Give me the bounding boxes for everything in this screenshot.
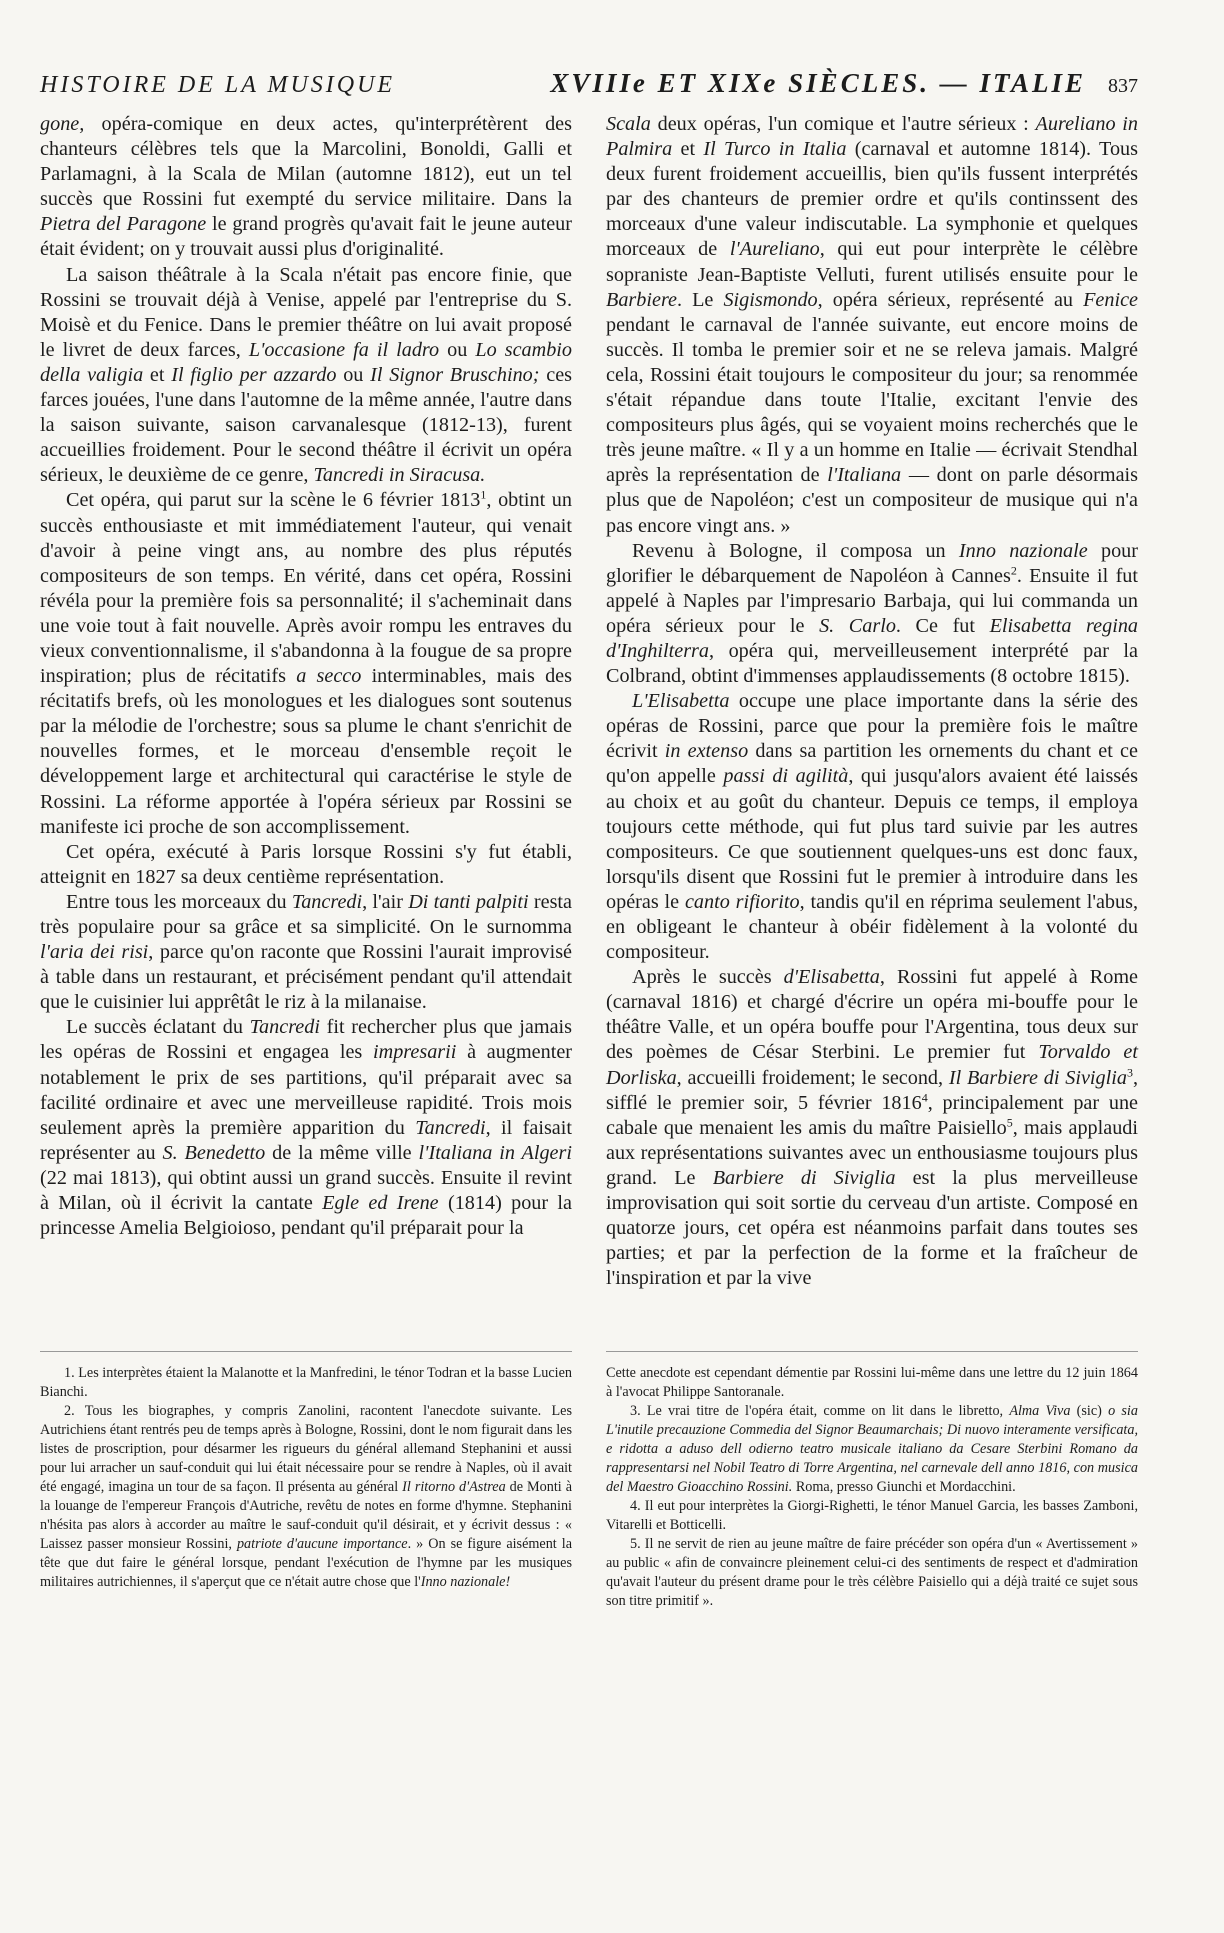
paragraph: gone, opéra-comique en deux actes, qu'interprétèrent des chanteurs célèbres tels que la Marcolini, Bonoldi, Galli et Parlamagni, à la Scala de Milan (automne 1812), eut un tel succès que Rossini fut exempté du service militaire. Dans la Pietra del Paragone le grand progrès qu'avait fait le jeune auteur était évident; on y trouvait aussi plus d'originalité. (40, 113, 572, 261)
footnote: 4. Il eut pour interprètes la Giorgi-Righetti, le ténor Manuel Garcia, les basses Zamboni, Vitarelli et Botticelli. (606, 1498, 1138, 1534)
paragraph: Revenu à Bologne, il composa un Inno nazionale pour glorifier le débarquement de Napoléon à Cannes$^2$. Ensuite il fut appelé à Naples par l'impresario Barbaja, qui lui commanda un opéra sérieux pour le S. Carlo. Ce fut Elisabetta regina d'Inghilterra, opéra qui, merveilleusement interprété par la Colbrand, obtint d'immenses applaudissements (8 octobre 1815). (606, 539, 1139, 688)
header-title-left: HISTOIRE DE LA MUSIQUE (40, 72, 396, 98)
paragraph: L'Elisabetta occupe une place importante dans la série des opéras de Rossini, parce que pour la première fois le maître écrivit in extenso dans sa partition les ornements du chant et ce qu'on appelle passi di agilità, qui jusqu'alors avaient été laissés au choix et au goût du chanteur. Depuis ce temps, il employa toujours cette méthode, qui fut plus tard suivie par les autres compositeurs. Ce que soutiennent quelques-uns est donc faux, lorsqu'ils disent que Rossini fut le premier à introduire dans les opéras le canto rifiorito, tandis qu'il en réprima seulement l'abus, en obligeant le chanteur à obéir fidèlement à la volonté du compositeur. (606, 690, 1139, 964)
footnotes (40, 1351, 1138, 1611)
footnote: 5. Il ne servit de rien au jeune maître de faire précéder son opéra d'un « Avertissement » au public « afin de convaincre pleinement celui-ci des sentiments de respect et d'admiration qu'avait l'auteur du présent drame pour le très célèbre Paisiello qui a déjà traité ce sujet sous son titre primitif ». (606, 1536, 1138, 1610)
paragraph: Entre tous les morceaux du Tancredi, l'air Di tanti palpiti resta très populaire pour sa grâce et sa simplicité. On le surnomma l'aria dei risi, parce qu'on raconte que Rossini l'aurait improvisé à table dans un restaurant, et précisément pendant qu'il attendait que le cuisinier lui apprêtât le riz à la milanaise. (40, 890, 573, 1014)
left-column (40, 112, 572, 1291)
paragraph: La saison théâtrale à la Scala n'était pas encore finie, que Rossini se trouvait déjà à Venise, appelé par l'entreprise du S. Moisè et du Fenice. Dans le premier théâtre on lui avait proposé le livret de deux farces, L'occasione fa il ladro ou Lo scambio della valigia et Il figlio per azzardo ou Il Signor Bruschino; ces farces jouées, l'une dans l'automne de la même année, l'autre dans la saison suivante, saison carvanalesque (1812-13), furent accueillies froidement. Pour le second théâtre il écrivit un opéra sérieux, le deuxième de ce genre, Tancredi in Siracusa. (40, 263, 573, 487)
header-title-right: XVIIIe ET XIXe SIÈCLES. — ITALIE (550, 68, 1086, 98)
running-header (40, 68, 1138, 112)
left-footnotes (40, 1351, 572, 1611)
body-columns (40, 112, 1138, 1291)
paragraph: Après le succès d'Elisabetta, Rossini fut appelé à Rome (carnaval 1816) et chargé d'écrire un opéra mi-bouffe pour le théâtre Valle, et un opéra bouffe pour l'Argentina, tous deux sur des poèmes de César Sterbini. Le premier fut Torvaldo et Dorliska, accueilli froidement; le second, Il Barbiere di Siviglia$^3$, sifflé le premier soir, 5 février 1816$^4$, principalement par une cabale que menaient les amis du maître Paisiello$^5$, mais applaudi aux représentations suivantes avec un enthousiasme toujours plus grand. Le Barbiere di Siviglia est la plus merveilleuse improvisation qui soit sortie du cerveau d'un artiste. Composé en quatorze jours, cet opéra est néanmoins parfait dans toutes ses parties; et par la perfection de la forme et la fraîcheur de l'inspiration et par la vive (606, 966, 1139, 1290)
right-footnotes (606, 1351, 1138, 1611)
footnote: 2. Tous les biographes, y compris Zanolini, racontent l'anecdote suivante. Les Autrichiens étant rentrés peu de temps après à Bologne, Rossini, dont le nom figurait dans les listes de proscription, pour désarmer les rigueurs du général allemand Stephanini et aussi pour lui arracher un sauf-conduit qui lui était nécessaire pour se rendre à Naples, où il avait été engagé, imagina un tour de sa façon. Il présenta au général Il ritorno d'Astrea de Monti à la louange de l'empereur François d'Autriche, revêtu de notes en forme d'hymne. Stephanini n'hésita pas alors à accorder au maître le sauf-conduit qu'il désirait, et y écrivit dessus : « Laissez passer monsieur Rossini, patriote d'aucune importance. » On se figure aisément la tête que dut faire le général lorsque, pendant l'exécution de l'hymne par les musiques militaires autrichiennes, il s'aperçut que ce n'était autre chose que l'Inno nazionale! (40, 1403, 573, 1591)
right-column (606, 112, 1138, 1291)
right-footnote-list (606, 1364, 1138, 1611)
paragraph: Le succès éclatant du Tancredi fit rechercher plus que jamais les opéras de Rossini et engagea les impresarii à augmenter notablement le prix de ses partitions, qu'il préparait avec sa facilité ordinaire et avec une merveilleuse rapidité. Trois mois seulement après la première apparition du Tancredi, il faisait représenter au S. Benedetto de la même ville l'Italiana in Algeri (22 mai 1813), qui obtint aussi un grand succès. Ensuite il revint à Milan, où il écrivit la cantate Egle ed Irene (1814) pour la princesse Amelia Belgioioso, pendant qu'il préparait pour la (40, 1016, 572, 1240)
paragraph: Cet opéra, qui parut sur la scène le 6 février 1813$^1$, obtint un succès enthousiaste et mit immédiatement l'auteur, qui venait d'avoir à peine vingt ans, au nombre des plus réputés compositeurs de son temps. En vérité, dans cet opéra, Rossini révéla pour la première fois sa personnalité; il s'acheminait dans une voie tout à fait nouvelle. Après avoir rompu les entraves du vieux conventionnalisme, il s'abandonna à la fougue de sa propre inspiration; plus de récitatifs a secco interminables, mais des récitatifs brefs, où les monologues et les dialogues sont soutenus par la mélodie de l'orchestre; sous sa plume le chant s'enrichit de nouvelles formes, et le morceau d'ensemble reçoit le développement large et architectural qui caractérise le style de Rossini. La réforme apportée à l'opéra sérieux par Rossini se manifeste ici proche de son accomplissement. (40, 487, 572, 838)
paragraph: Cet opéra, exécuté à Paris lorsque Rossini s'y fut établi, atteignit en 1827 sa deux centième représentation. (40, 840, 572, 888)
footnote: Cette anecdote est cependant démentie par Rossini lui-même dans une lettre du 12 juin 1864 à l'avocat Philippe Santoranale. (606, 1365, 1138, 1401)
footnote-rule (606, 1351, 1138, 1352)
footnote: 1. Les interprètes étaient la Malanotte et la Manfredini, le ténor Todran et la basse Lucien Bianchi. (40, 1365, 572, 1401)
footnote-rule (40, 1351, 572, 1352)
page-number: 837 (1108, 75, 1138, 97)
footnote: 3. Le vrai titre de l'opéra était, comme on lit dans le libretto, Alma Viva (sic) o sia L'inutile precauzione Commedia del Signor Beaumarchais; Di nuovo interamente versificata, e ridotta a aduso dell odierno teatro musicale italiano da Cesare Sterbini Romano da rappresentarsi nel Nobil Teatro di Torre Argentina, nel carnevale dell anno 1816, con musica del Maestro Gioacchino Rossini. Roma, presso Giunchi et Mordacchini. (606, 1403, 1138, 1496)
left-footnote-list (40, 1364, 572, 1592)
paragraph: Scala deux opéras, l'un comique et l'autre sérieux : Aureliano in Palmira et Il Turco in Italia (carnaval et automne 1814). Tous deux furent froidement accueillis, bien qu'ils fussent interprétés par des chanteurs de premier ordre et qu'ils continssent des morceaux d'une valeur indiscutable. La symphonie et quelques morceaux de l'Aureliano, qui eut pour interprète le célèbre sopraniste Jean-Baptiste Velluti, furent utilisés ensuite pour le Barbiere. Le Sigismondo, opéra sérieux, représenté au Fenice pendant le carnaval de l'année suivante, eut encore moins de succès. Il tomba le premier soir et ne se releva jamais. Malgré cela, Rossini était toujours le compositeur du jour; sa renommée s'était répandue dans toute l'Italie, excitant l'envie des compositeurs plus âgés, qui se voyaient moins recherchés que le très jeune maître. « Il y a un homme en Italie — écrivait Stendhal après la représentation de l'Italiana — dont on parle désormais plus que de Napoléon; c'est un compositeur de musique qui n'a pas encore vingt ans. » (606, 113, 1138, 537)
